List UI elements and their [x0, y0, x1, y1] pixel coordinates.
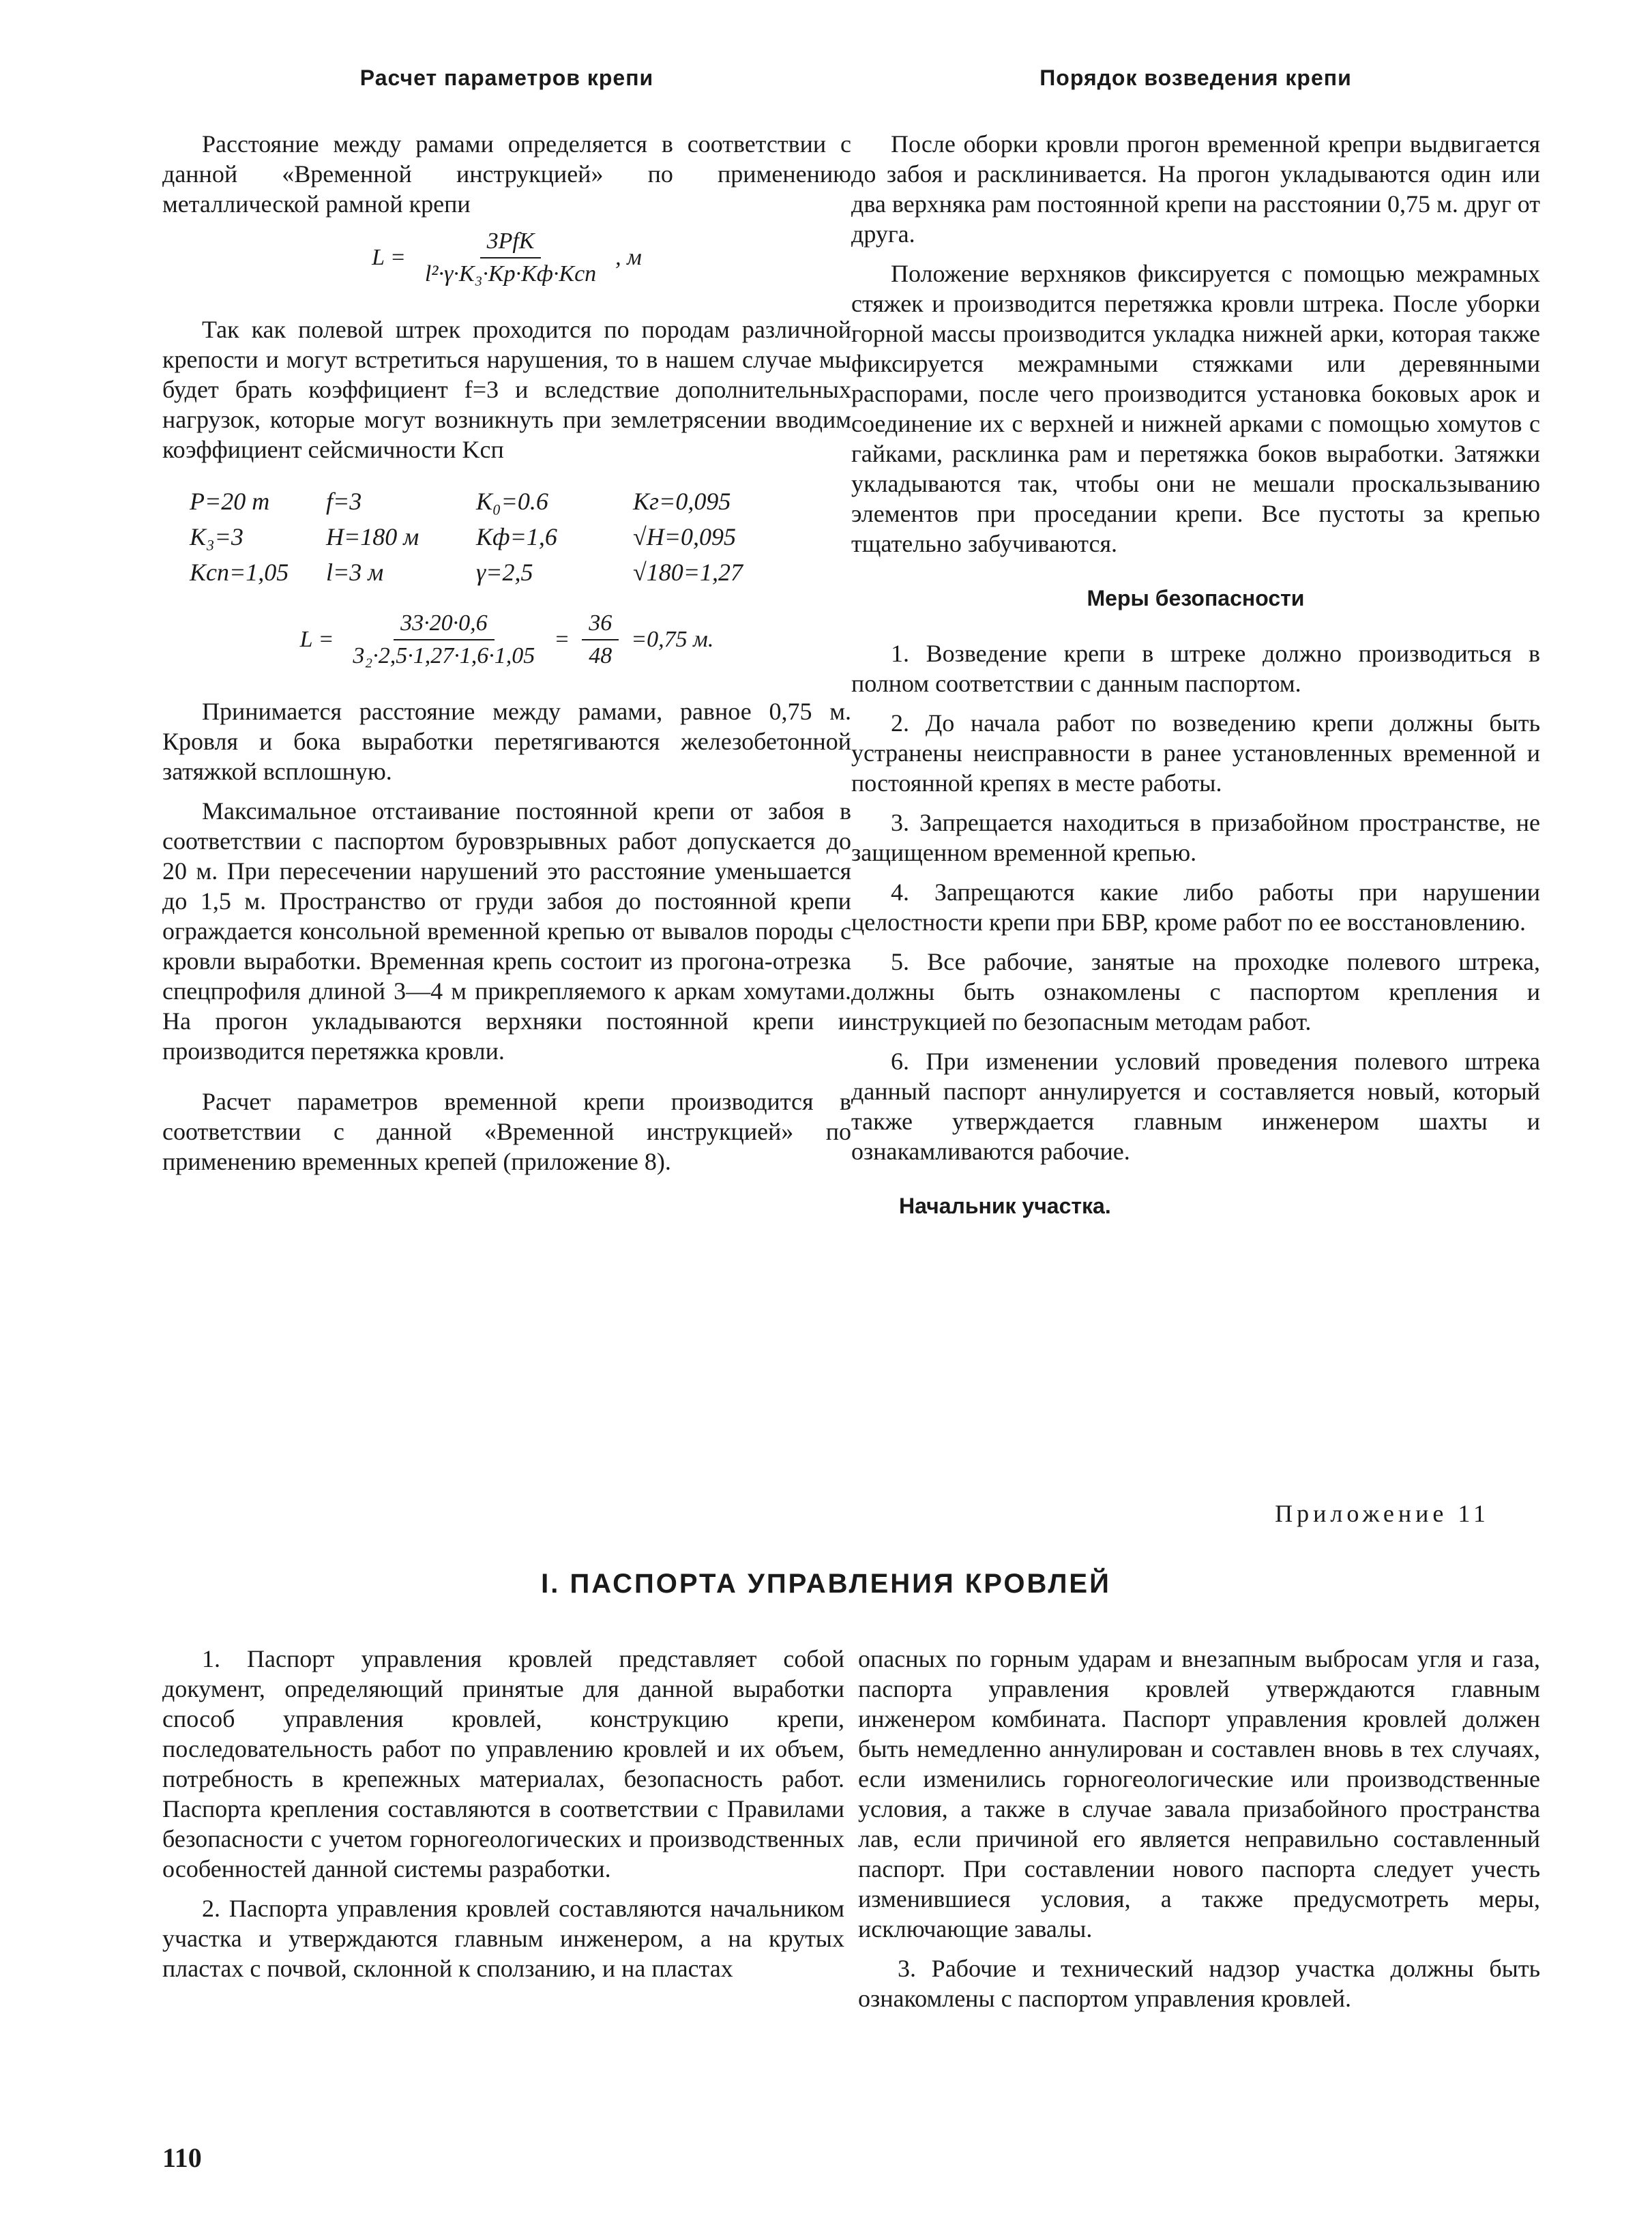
signature-line: Начальник участка. [899, 1194, 1111, 1218]
param: Kф=1,6 [476, 523, 557, 550]
paragraph: Максимальное отстаивание постоянной крепи от забоя в соответствии с паспортом буровзрывных работ допускается до 20 м. При пересечении нарушений это расстояние уменьшается до 1,5 м. Пространство от груди забоя до постоянной крепи ограждается консольной временной крепью от вывалов породы с кровли выработки. Временная крепь состоит из прогона-отрезка спецпрофиля длиной 3—4 м прикрепляемого к аркам хомутами. На прогон укладываются верхняки постоянной крепи и производится перетяжка кровли. [162, 797, 851, 1065]
safety-heading: Меры безопасности [1087, 586, 1305, 610]
fraction-numerator: 36 [582, 610, 619, 640]
paragraph: 2. Паспорта управления кровлей составляются начальником участка и утверждаются главным инженером, а на крутых пластах с почвой, склонной к сползанию, и на пластах [162, 1895, 844, 1982]
appendix-label: Приложение 11 [1275, 1500, 1490, 1527]
parameter-grid [190, 484, 851, 590]
param: K₃=3 [190, 523, 244, 550]
paragraph: Принимается расстояние между рамами, равное 0,75 м. Кровля и бока выработки перетягиваются железобетонной затяжкой всплошную. [162, 698, 851, 785]
section-heading-calc: Расчет параметров крепи [359, 65, 654, 90]
paragraph: После оборки кровли прогон временной крепри выдвигается до забоя и расклинивается. На прогон укладываются один или два верхняка рам постоянной крепи на расстоянии 0,75 м. друг от друга. [851, 130, 1540, 248]
left-column [162, 65, 851, 1186]
param: Kсп=1,05 [190, 559, 289, 586]
formula-calculation [162, 610, 851, 669]
fraction [346, 610, 542, 669]
paragraph: Расстояние между рамами определяется в соответствии с данной «Временной инструкцией» по применению металлической рамной крепи [162, 130, 851, 218]
param: √H=0,095 [633, 523, 737, 550]
fraction-denominator: l²·γ·K₃·Kр·Kф·Kсп [424, 261, 597, 286]
bottom-right-column [858, 1644, 1540, 2023]
safety-item: 2. До начала работ по возведению крепи должны быть устранены неисправности в ранее установленных временной и постоянной крепях в месте работы. [851, 709, 1540, 797]
param: γ=2,5 [476, 559, 533, 586]
param: K₀=0.6 [476, 488, 548, 515]
formula-frame-spacing [162, 228, 851, 287]
paragraph: Положение верхняков фиксируется с помощью межрамных стяжек и производится перетяжка кровли штрека. После уборки горной массы производится укладка нижней арки, которая также фиксируется межрамными стяжками или деревянными распорами, после чего производится установка боковых арок и соединение их с верхней и нижней арками с помощью хомутов с гайками, расклинка рам и перетяжка боков выработки. Затяжки укладываются так, чтобы они не мешали проскальзыванию элементов при проседании крепи. Все пустоты за крепью тщательно забучиваются. [851, 260, 1540, 557]
param: Kг=0,095 [633, 488, 731, 515]
safety-item: 4. Запрещаются какие либо работы при нарушении целостности крепи при БВР, кроме работ по ее восстановлению. [851, 878, 1540, 936]
fraction-numerator: 3PfK [480, 228, 542, 258]
bottom-left-column [162, 1644, 844, 1993]
fraction-numerator: 33·20·0,6 [394, 610, 495, 640]
page-number: 110 [162, 2142, 202, 2173]
safety-item: 6. При изменении условий проведения полевого штрека данный паспорт аннулируется и составляется новый, который также утверждается главным инженером шахты и ознакамливаются рабочие. [851, 1048, 1540, 1165]
param: √180=1,27 [633, 559, 743, 586]
param: H=180 м [326, 523, 419, 550]
right-column [851, 65, 1540, 1219]
formula-unit: , м [615, 245, 642, 270]
param: P=20 т [190, 488, 270, 515]
param: l=3 м [326, 559, 384, 586]
safety-item: 5. Все рабочие, занятые на проходке полевого штрека, должны быть ознакомлены с паспортом крепления и инструкцией по безопасным методам работ. [851, 948, 1540, 1035]
formula-result: =0,75 м. [631, 627, 714, 652]
fraction [418, 228, 603, 287]
section-heading-order: Порядок возведения крепи [1039, 65, 1352, 90]
paragraph: 3. Рабочие и технический надзор участка должны быть ознакомлены с паспортом управления кровлей. [858, 1955, 1540, 2012]
safety-item: 1. Возведение крепи в штреке должно производиться в полном соответствии с данным паспортом. [851, 640, 1540, 697]
formula-equals: = [554, 627, 570, 652]
paragraph: Так как полевой штрек проходится по породам различной крепости и могут встретиться нарушения, то в нашем случае мы будет брать коэффициент f=3 и вследствие дополнительных нагрузок, которые могут возникнуть при землетрясении вводим коэффициент сейсмичности Kсп [162, 316, 851, 463]
paragraph: опасных по горным ударам и внезапным выбросам угля и газа, паспорта управления кровлей утверждаются главным инженером комбината. Паспорт управления кровлей должен быть немедленно аннулирован и составлен вновь в тех случаях, если изменились горногеологические или производственные условия, а также в случае завала призабойного пространства лав, если причиной его является неправильно составленный паспорт. При составлении нового паспорта следует учесть изменившиеся условия, а также предусмотреть меры, исключающие завалы. [858, 1645, 1540, 1942]
param: f=3 [326, 488, 362, 515]
formula-lhs: L = [372, 245, 406, 270]
section-title: I. ПАСПОРТА УПРАВЛЕНИЯ КРОВЛЕЙ [541, 1569, 1111, 1599]
fraction [582, 610, 619, 669]
fraction-denominator: 3₂·2,5·1,27·1,6·1,05 [353, 643, 535, 668]
paragraph: 1. Паспорт управления кровлей представляет собой документ, определяющий принятые для данной выработки способ управления кровлей, конструкцию крепи, последовательность работ по управлению кровлей и их объем, потребность в крепежных материалах, безопасность работ. Паспорта крепления составляются в соответствии с Правилами безопасности с учетом горногеологических и производственных особенностей данной системы разработки. [162, 1645, 844, 1882]
fraction-denominator: 48 [589, 643, 613, 668]
formula-lhs: L = [299, 627, 334, 652]
paragraph: Расчет параметров временной крепи производится в соответствии с данной «Временной инструкцией» по применению временных крепей (приложение 8). [162, 1088, 851, 1175]
safety-item: 3. Запрещается находиться в призабойном пространстве, не защищенном временной крепью. [851, 809, 1540, 866]
